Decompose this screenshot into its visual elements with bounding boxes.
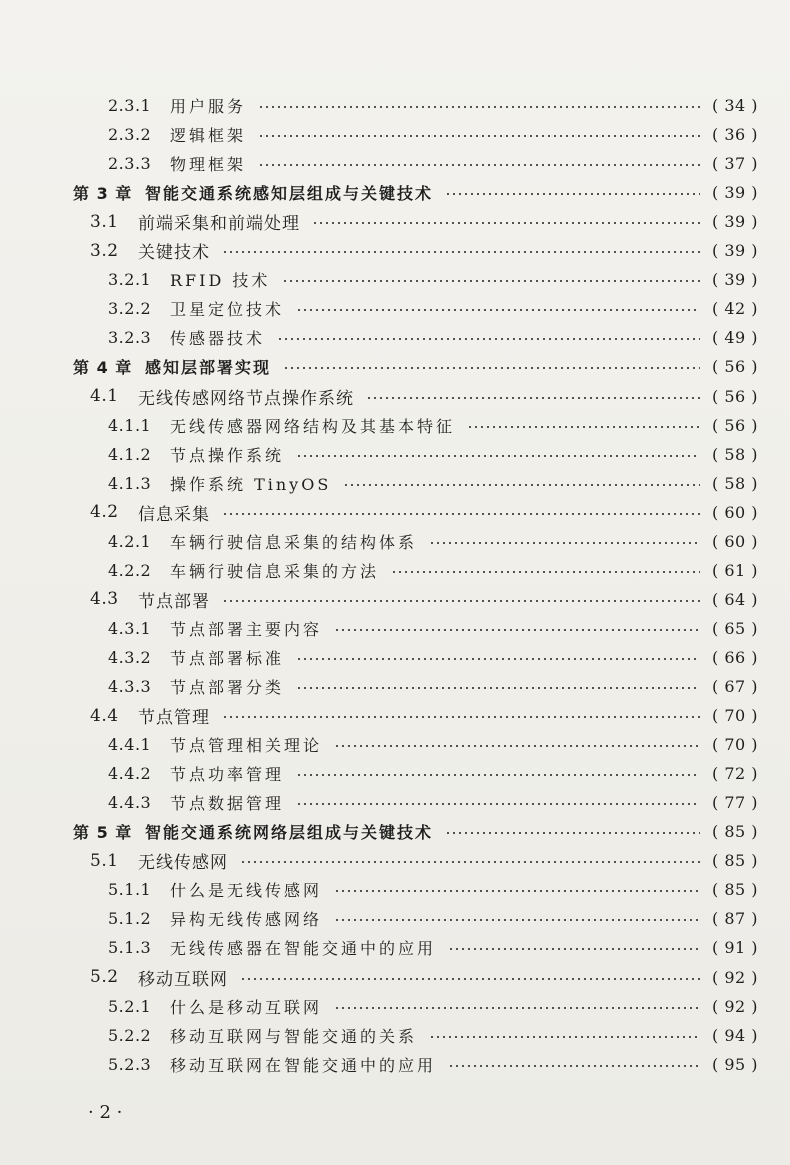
toc-leader-dots: [343, 484, 700, 486]
toc-leader-dots: [258, 164, 700, 166]
toc-entry-title: 节点操作系统: [170, 445, 285, 465]
toc-entry-page: ( 36 ): [711, 125, 758, 145]
toc-entry-title: 节点部署: [138, 591, 210, 612]
toc-entry-page: ( 85 ): [711, 880, 758, 900]
toc-entry-title: 操作系统 TinyOS: [170, 474, 332, 494]
toc-leader-dots: [240, 861, 700, 863]
toc-entry-title: 节点功率管理: [170, 765, 285, 785]
toc-entry-number: 4.4: [90, 705, 119, 726]
toc-entry-page: ( 87 ): [711, 909, 758, 929]
toc-entry-page: ( 94 ): [711, 1025, 758, 1045]
toc-entry[interactable]: [0, 759, 790, 788]
toc-entry[interactable]: [0, 498, 790, 527]
toc-entry[interactable]: [0, 963, 790, 992]
toc-leader-dots: [366, 397, 700, 399]
toc-entry-title: 车辆行驶信息采集的方法: [170, 561, 380, 581]
toc-entry-page: ( 58 ): [711, 444, 758, 464]
toc-entry-title: 什么是无线传感网: [170, 881, 323, 901]
toc-entry[interactable]: [0, 672, 790, 701]
toc-leader-dots: [296, 803, 700, 805]
toc-entry-number: 4.2.1: [108, 531, 152, 551]
toc-entry-title: 节点部署主要内容: [170, 619, 323, 639]
toc-leader-dots: [258, 135, 700, 137]
toc-entry-number: 5.2.2: [108, 1025, 152, 1045]
toc-entry-page: ( 56 ): [711, 386, 758, 406]
toc-entry-number: 第 5 章: [73, 823, 133, 843]
toc-entry-page: ( 49 ): [711, 328, 758, 348]
toc-entry-title: 移动互联网在智能交通中的应用: [170, 1055, 437, 1075]
toc-entry-page: ( 42 ): [711, 299, 758, 319]
toc-entry-page: ( 70 ): [711, 735, 758, 755]
toc-entry-number: 5.1.1: [108, 880, 152, 900]
toc-leader-dots: [296, 309, 700, 311]
toc-leader-dots: [334, 919, 700, 921]
toc-entry-title: 异构无线传感网络: [170, 910, 323, 930]
toc-entry-page: ( 65 ): [711, 618, 758, 638]
toc-leader-dots: [258, 106, 700, 108]
toc-entry-page: ( 61 ): [711, 560, 758, 580]
toc-entry-number: 4.3.2: [108, 647, 152, 667]
toc-entry-title: 无线传感器网络结构及其基本特征: [170, 416, 456, 436]
toc-leader-dots: [312, 222, 700, 224]
toc-entry-number: 5.2.1: [108, 996, 152, 1016]
toc-entry-title: 智能交通系统网络层组成与关键技术: [145, 823, 434, 843]
toc-entry-number: 3.2.1: [108, 270, 152, 290]
toc-entry-number: 5.1.3: [108, 938, 152, 958]
toc-leader-dots: [296, 658, 700, 660]
toc-entry-page: ( 60 ): [711, 502, 758, 522]
toc-entry-title: 移动互联网: [138, 969, 228, 990]
toc-entry-title: 物理框架: [170, 155, 247, 175]
toc-entry-page: ( 39 ): [711, 183, 758, 203]
toc-entry-page: ( 91 ): [711, 938, 758, 958]
toc-entry-number: 4.1.1: [108, 415, 152, 435]
toc-entry[interactable]: [0, 178, 790, 207]
toc-entry[interactable]: [0, 323, 790, 352]
toc-entry-page: ( 64 ): [711, 589, 758, 609]
toc-entry-title: 无线传感器在智能交通中的应用: [170, 939, 437, 959]
toc-leader-dots: [391, 571, 700, 573]
toc-entry-title: 智能交通系统感知层组成与关键技术: [145, 184, 434, 204]
toc-entry-title: 卫星定位技术: [170, 300, 285, 320]
toc-entry-number: 4.3: [90, 589, 119, 610]
toc-entry-page: ( 85 ): [711, 851, 758, 871]
toc-entry-page: ( 72 ): [711, 764, 758, 784]
toc-entry[interactable]: [0, 527, 790, 556]
toc-entry[interactable]: [0, 875, 790, 904]
toc-leader-dots: [429, 1036, 700, 1038]
toc-entry-title: 节点管理相关理论: [170, 736, 323, 756]
toc-entry-page: ( 92 ): [711, 996, 758, 1016]
toc-leader-dots: [334, 890, 700, 892]
toc-entry[interactable]: [0, 411, 790, 440]
toc-leader-dots: [467, 426, 700, 428]
toc-entry[interactable]: [0, 352, 790, 381]
toc-entry-number: 第 4 章: [73, 358, 133, 378]
toc-entry-number: 4.4.1: [108, 735, 152, 755]
toc-entry-page: ( 39 ): [711, 270, 758, 290]
toc-entry-title: RFID 技术: [170, 271, 271, 291]
toc-entry[interactable]: [0, 149, 790, 178]
toc-leader-dots: [445, 832, 700, 834]
toc-leader-dots: [282, 280, 700, 282]
toc-entry[interactable]: [0, 992, 790, 1021]
toc-entry-page: ( 34 ): [711, 96, 758, 115]
toc-entry[interactable]: [0, 236, 790, 265]
toc-entry-number: 3.1: [90, 211, 119, 232]
toc-entry[interactable]: [0, 1021, 790, 1050]
toc-entry[interactable]: [0, 904, 790, 933]
toc-entry-title: 逻辑框架: [170, 126, 247, 146]
toc-entry-number: 3.2: [90, 240, 119, 261]
toc-entry-number: 4.4.2: [108, 764, 152, 784]
toc-entry-title: 传感器技术: [170, 329, 266, 349]
toc-leader-dots: [334, 1007, 700, 1009]
toc-entry-page: ( 77 ): [711, 793, 758, 813]
toc-entry-title: 节点部署标准: [170, 648, 285, 668]
toc-entry-number: 4.1.2: [108, 444, 152, 464]
toc-entry-page: ( 56 ): [711, 415, 758, 435]
toc-entry-page: ( 92 ): [711, 967, 758, 987]
toc-entry[interactable]: [0, 643, 790, 672]
toc-entry-number: 第 3 章: [73, 184, 133, 204]
toc-entry-page: ( 70 ): [711, 706, 758, 726]
toc-entry[interactable]: [0, 440, 790, 469]
toc-entry[interactable]: [0, 556, 790, 585]
toc-entry[interactable]: [0, 382, 790, 411]
toc-entry-number: 3.2.3: [108, 328, 152, 348]
toc-entry-page: ( 95 ): [711, 1054, 758, 1074]
toc-entry-page: ( 56 ): [711, 357, 758, 377]
toc-leader-dots: [448, 1065, 700, 1067]
toc-entry-title: 感知层部署实现: [145, 358, 272, 378]
toc-entry-number: 4.2: [90, 502, 119, 523]
toc-entry-page: ( 67 ): [711, 677, 758, 696]
toc-leader-dots: [334, 745, 700, 747]
toc-leader-dots: [240, 978, 700, 980]
toc-leader-dots: [429, 542, 700, 544]
toc-entry-title: 什么是移动互联网: [170, 997, 323, 1017]
toc-entry-page: ( 58 ): [711, 473, 758, 493]
toc-entry[interactable]: [0, 469, 790, 498]
toc-entry-number: 5.1: [90, 850, 119, 871]
toc-entry[interactable]: [0, 207, 790, 236]
toc-entry-page: ( 60 ): [711, 531, 758, 551]
toc-entry-title: 前端采集和前端处理: [138, 214, 300, 235]
toc-entry-page: ( 39 ): [711, 241, 758, 261]
toc-leader-dots: [283, 367, 700, 369]
toc-entry-title: 节点数据管理: [170, 794, 285, 814]
toc-entry-number: 4.4.3: [108, 793, 152, 813]
toc-entry-title: 关键技术: [138, 243, 210, 264]
toc-entry[interactable]: [0, 265, 790, 294]
toc-entry[interactable]: [0, 788, 790, 817]
toc-entry[interactable]: [0, 120, 790, 149]
toc-entry-page: ( 39 ): [711, 212, 758, 232]
toc-entry-title: 节点部署分类: [170, 678, 285, 697]
toc-entry-number: 5.2.3: [108, 1054, 152, 1074]
toc-entry-number: 4.2.2: [108, 560, 152, 580]
toc-leader-dots: [222, 513, 700, 515]
toc-leader-dots: [296, 455, 700, 457]
page-number: · 2 ·: [88, 1102, 123, 1123]
toc-entry-number: 4.3.1: [108, 618, 152, 638]
toc-entry[interactable]: [0, 614, 790, 643]
toc-entry-number: 4.1.3: [108, 473, 152, 493]
toc-entry-page: ( 37 ): [711, 154, 758, 174]
toc-entry-page: ( 66 ): [711, 647, 758, 667]
toc-entry-title: 移动互联网与智能交通的关系: [170, 1026, 418, 1046]
toc-entry-page: ( 85 ): [711, 822, 758, 842]
toc-leader-dots: [448, 948, 700, 950]
toc-entry-title: 无线传感网: [138, 853, 228, 874]
toc-leader-dots: [277, 338, 700, 340]
toc-entry-title: 无线传感网络节点操作系统: [138, 388, 354, 409]
toc-entry-number: 5.1.2: [108, 909, 152, 929]
toc-entry[interactable]: [0, 701, 790, 730]
toc-entry[interactable]: [0, 585, 790, 614]
toc-entry[interactable]: [0, 91, 790, 120]
toc-leader-dots: [222, 251, 700, 253]
toc-entry-number: 5.2: [90, 967, 119, 987]
toc-entry-title: 信息采集: [138, 504, 210, 525]
toc-entry-number: 2.3.3: [108, 154, 152, 174]
toc-leader-dots: [296, 687, 700, 689]
toc-leader-dots: [296, 774, 700, 776]
toc-entry-number: 4.3.3: [108, 677, 152, 696]
toc-entry[interactable]: [0, 294, 790, 323]
toc-leader-dots: [445, 193, 700, 195]
toc-leader-dots: [222, 600, 700, 602]
toc-entry[interactable]: [0, 846, 790, 875]
toc-leader-dots: [222, 716, 700, 718]
toc-entry[interactable]: [0, 933, 790, 962]
toc-leader-dots: [334, 629, 700, 631]
toc-entry-number: 2.3.2: [108, 125, 152, 145]
toc-entry-title: 用户服务: [170, 97, 247, 116]
toc-entry[interactable]: [0, 817, 790, 846]
toc-entry-number: 3.2.2: [108, 299, 152, 319]
toc-entry[interactable]: [0, 1050, 790, 1079]
toc-entry-title: 节点管理: [138, 708, 210, 729]
toc-entry[interactable]: [0, 730, 790, 759]
toc-entry-number: 2.3.1: [108, 96, 152, 115]
toc-entry-title: 车辆行驶信息采集的结构体系: [170, 532, 418, 552]
toc-entry-number: 4.1: [90, 386, 119, 406]
